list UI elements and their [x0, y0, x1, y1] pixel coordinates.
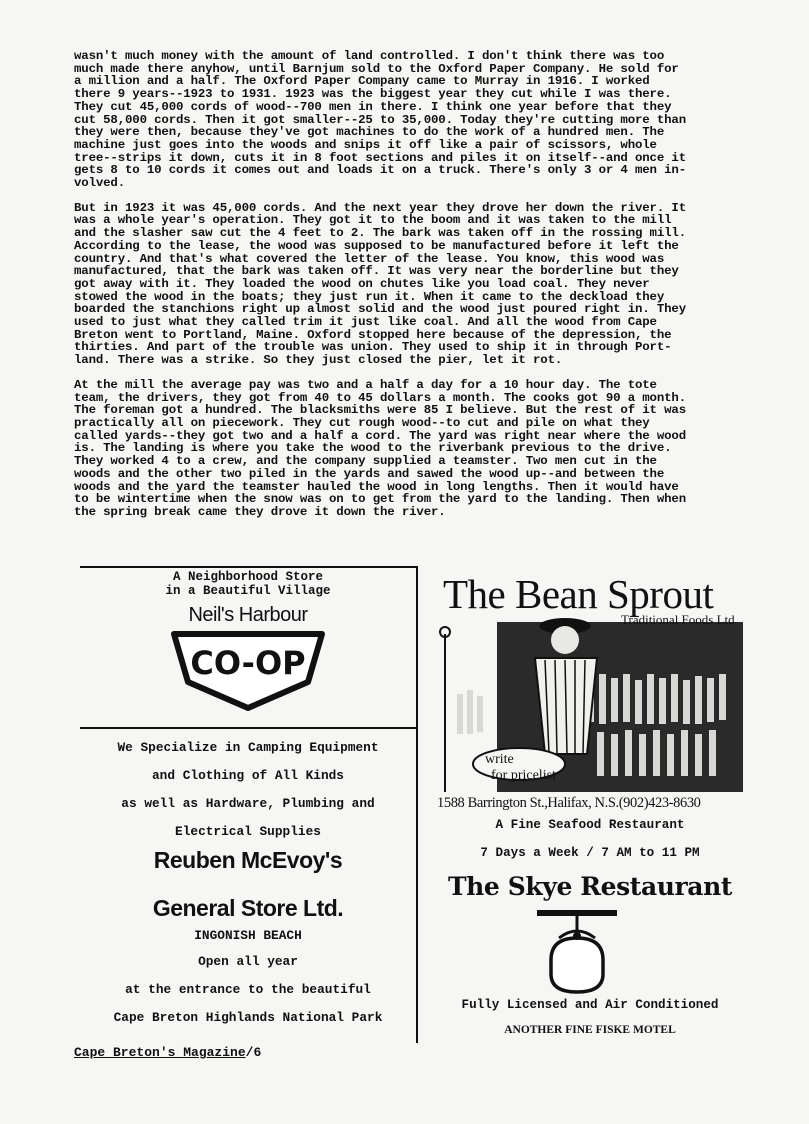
- coop-logo-icon: [170, 626, 326, 712]
- mcevoy-name-2: General Store Ltd.: [152, 895, 344, 921]
- mcevoy-line-1: We Specialize in Camping Equipment: [117, 740, 379, 755]
- mcevoy-line-2: and Clothing of All Kinds: [152, 768, 344, 783]
- pricelist-bubble-line-2: for pricelist: [491, 768, 556, 783]
- skye-restaurant-ad: [437, 816, 743, 1044]
- skye-name: The Skye Restaurant: [447, 872, 733, 901]
- mcevoy-name-1: Reuben McEvoy's: [153, 847, 343, 873]
- footer-magazine: Cape Breton's Magazine: [74, 1045, 246, 1060]
- coop-line-2: in a Beautiful Village: [165, 584, 331, 598]
- bean-sprout-title: The Bean Sprout: [443, 571, 714, 617]
- pricelist-bubble-line-1: write: [485, 752, 514, 767]
- article-paragraph-2: But in 1923 it was 45,000 cords. And the next year they drove her down the river. It was a whole year's operation. They got it to the boom and it was taken to the mill and the slasher saw cut the 4 feet to 2. The bark was taken off in the rossing mill. According to the lease, the wood was supposed to be manufactured before it left the country. And that's what covered the letter of the lease. You know, this wood was manufactured, that the bark was taken off. It was very near the borderline but they got away with it. They loaded the wood on chutes like you load coal. They never stowed the wood in the boats; they just run it. When it came to the deckload they boarded the stanchions right up almost solid and the wood just poured right in. They used to just what they called trim it just like coal. And all the wood from Cape Breton went to Portland, Maine. Oxford stopped here because of the depression, the thirties. And part of the trouble was union. They used to ship it in through Port- land. There was a strike. So they just closed the pier, let it rot.: [74, 200, 686, 368]
- mcevoy-ad: [80, 729, 416, 1039]
- footer-page-number: /6: [245, 1045, 262, 1060]
- mcevoy-location: INGONISH BEACH: [194, 928, 302, 943]
- ad-divider-vertical: [416, 566, 418, 1043]
- coop-logo-text: CO-OP: [190, 644, 306, 682]
- kettle-icon: [537, 908, 617, 998]
- coop-store-name: Neil's Harbour: [188, 604, 308, 626]
- skye-motel: ANOTHER FINE FISKE MOTEL: [504, 1024, 676, 1036]
- article-paragraph-1: wasn't much money with the amount of land controlled. I don't think there was too much made there anyhow, until Barnjum sold to the Oxford Paper Company. He sold for a million and a half. The Oxford Paper Company came to Murray in 1916. I worked there 9 years--1923 to 1931. 1923 was the biggest year they cut while I was there. They cut 45,000 cords of wood--700 men in there. I think one year before that they cut 58,000 cords. Then it got smaller--25 to 35,000. Today they're cutting more than they were then, because they've got machines to do the work of a hundred men. The machine just goes into the woods and snips it off like a pair of scissors, whole tree--strips it down, cuts it in 8 foot sections and piles it on itself--and once it gets 8 to 10 cords it comes out and loads it on a truck. There's only 3 or 4 men in- volved.: [74, 49, 686, 191]
- bean-sprout-ad: [437, 566, 743, 816]
- bean-sprout-illustration: [437, 604, 743, 792]
- mcevoy-line-6: Cape Breton Highlands National Park: [113, 1010, 383, 1025]
- coop-ad: [80, 568, 416, 726]
- skye-licensed: Fully Licensed and Air Conditioned: [461, 998, 719, 1012]
- bean-sprout-subtitle: Traditional Foods Ltd: [621, 612, 735, 627]
- pricelist-bubble: [485, 752, 556, 784]
- mcevoy-hours: Open all year: [198, 954, 298, 969]
- bean-sprout-address: 1588 Barrington St.,Halifax, N.S.(902)423-8630: [437, 795, 701, 811]
- article-body: [74, 50, 764, 531]
- skye-tagline: A Fine Seafood Restaurant: [495, 818, 685, 832]
- article-paragraph-3: At the mill the average pay was two and a half a day for a 10 hour day. The tote team, the drivers, they got from 40 to 45 dollars a month. The cooks got 90 a month. The foreman got a hundred. The blacksmiths were 85 I believe. But the rest of it was practically all on piecework. They cut rough wood--to cut and pile on what they called yards--they got two and a half a cord. The yard was right near where the wood is. The landing is where you take the wood to the riverbank previous to the drive. They worked 4 to a crew, and the company supplied a teamster. Two men cut in the woods and the other two piled in the yards and sawed the wood up--and between the woods and the yard the teamster hauled the wood in long lengths. Then it would have to be wintertime when the snow was on to get from the yard to the landing. Then when the spring break came they drove it down the river.: [74, 377, 686, 519]
- mcevoy-line-4: Electrical Supplies: [175, 824, 321, 839]
- coop-line-1: A Neighborhood Store: [172, 570, 324, 584]
- mcevoy-line-5: at the entrance to the beautiful: [125, 982, 371, 997]
- skye-hours: 7 Days a Week / 7 AM to 11 PM: [480, 846, 700, 860]
- mcevoy-line-3: as well as Hardware, Plumbing and: [121, 796, 375, 811]
- page-footer: [74, 1045, 261, 1060]
